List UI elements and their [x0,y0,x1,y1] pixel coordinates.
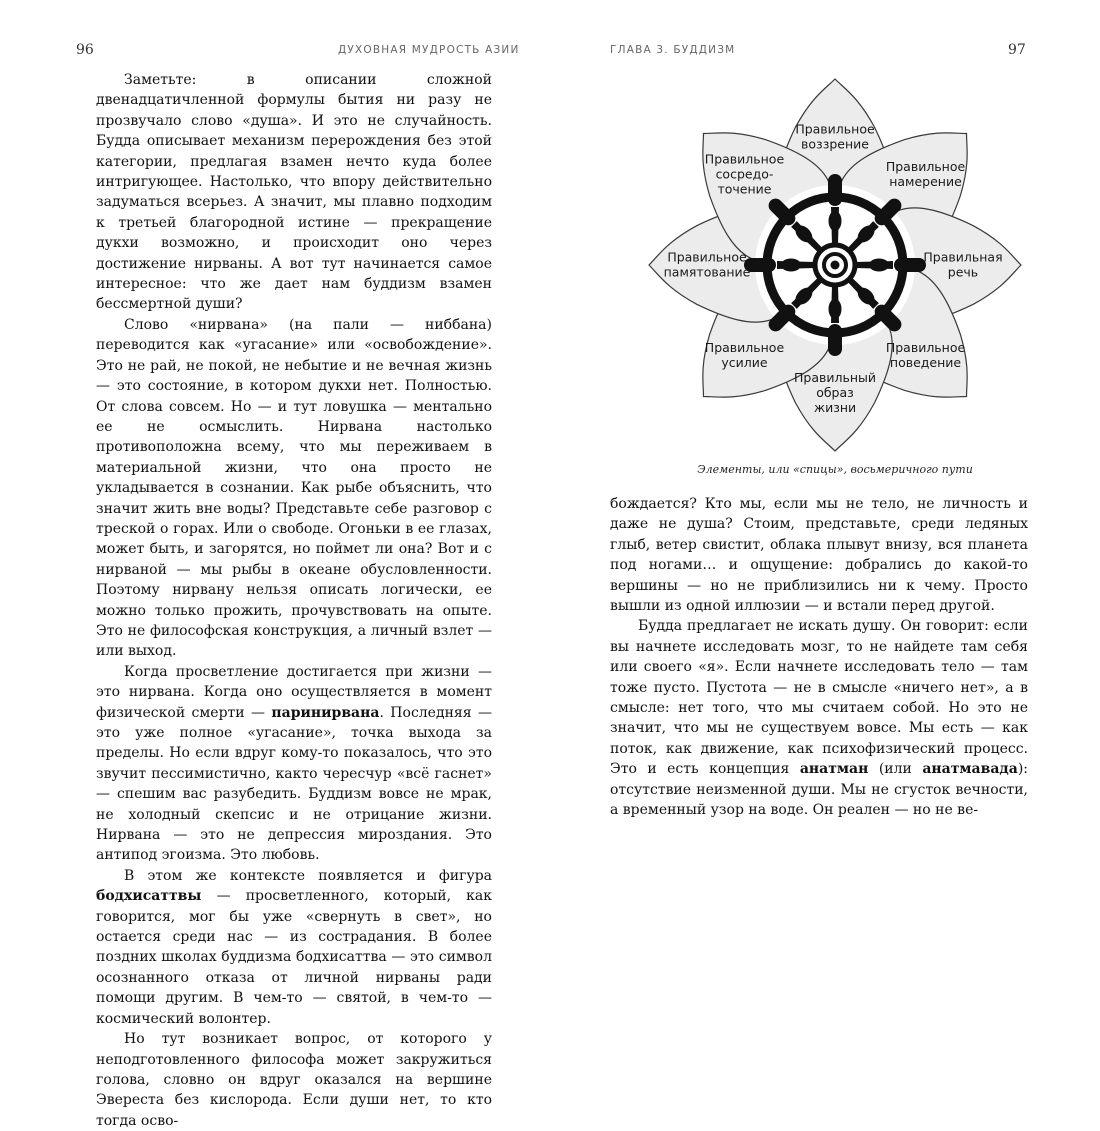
paragraph [96,662,492,866]
petal-label-bottom: образ [816,385,854,400]
text-run: Будда предлагает не искать душу. Он говорит: если вы начнете исследовать мозг, то не найдете там себя или своего «я». Если начнете исследовать тело — там тоже пусто. Пустота — не в смысле «ничего нет», а в смысле: нет того, что мы считаем собой. Но это не значит, что мы не существуем вовсе. Мы есть — как поток, как движение, как психофизический процесс. Это и есть концепция [610,618,1028,778]
petal-label-top-left: точение [717,181,772,197]
petal-label-top-left: Правильное [704,151,785,167]
petal-label-top: воззрение [801,136,869,152]
petal-label-top-right: намерение [889,173,962,189]
paragraph [96,1029,492,1131]
petal-label-left: Правильное [667,249,747,265]
bold-term: анатмавада [922,761,1018,778]
petal-label-bottom-right: Правильное [885,340,966,356]
text-run: — просветленного, который, как говорится, мог бы уже «свернуть в свет», но остается среди нас — из сострадания. В более поздних школах буддизма бодхисаттва — это символ осознанного отказа от личной нирваны ради помощи другим. В чем-то — святой, в чем-то — космический волонтер. [96,888,492,1027]
right-page [550,0,1100,819]
page-number-left: 96 [76,42,94,58]
petal-label-right: речь [947,264,979,280]
left-body-text [96,70,492,1131]
dharma-wheel-icon [751,181,919,349]
bold-term: анатман [799,761,869,778]
text-run: Слово «нирвана» (на пали — ниббана) переводится как «угасание» или «освобождение». Это не рай, не покой, не небытие и не вечная жизнь — это состояние, в котором дукхи нет. Полностью. От слова совсем. Но — и тут ловушка — ментально ее не осмыслить. Нирвана настолько противоположна всему, что мы переживаем в материальной жизни, что она просто не укладывается в сознании. Как рыбе объяснить, что значит жить вне воды? Представьте себе разговор с треской о горах. Или о свободе. Огоньки в ее глазах, может быть, и загорятся, но поймет ли она? Вот и с нирваной — мы рыбы в океане обусловленности. Поэтому нирвану нельзя описать логически, ее можно только прожить, прочувствовать на опыте. Это не философская конструкция, а личный взлет — или выход. [96,316,492,660]
right-body-text [610,494,1028,821]
text-run: ): отсутствие неизменной души. Мы не сгусток вечности, а временный узор на воде. Он реален — но не ве- [610,761,1028,819]
paragraph [96,866,492,1029]
running-head-left: ДУХОВНАЯ МУДРОСТЬ АЗИИ [338,44,520,56]
petal-label-bottom: Правильный [793,370,877,385]
petal-label-right: Правильная [923,249,1003,265]
petal-label-top: Правильное [795,121,875,137]
page-number-right: 97 [1008,42,1026,58]
running-head-right: ГЛАВА 3. БУДДИЗМ [610,44,736,56]
bold-term: бодхисаттвы [96,888,202,905]
paragraph [610,616,1028,820]
paragraph [96,70,492,315]
petal-label-bottom: жизни [813,400,857,415]
eightfold-path-figure [635,72,1035,454]
petal-label-left: памятование [663,264,751,280]
petal-label-bottom-left: Правильное [704,340,785,356]
paragraph [610,494,1028,616]
bold-term: паринирвана [271,704,380,721]
text-run: В этом же контексте появляется и фигура [124,867,492,884]
text-run: (или [868,761,923,778]
petal-label-bottom-left: усилие [721,355,768,371]
text-run: Заметьте: в описании сложной двенадцатичленной формулы бытия ни разу не прозвучало слово «душа». И это не случайность. Будда описывает механизм перерождения без этой категории, предлагая взамен нечто куда более интригующее. Настолько, что впору действительно задуматься всерьез. А значит, мы плавно подходим к третьей благородной истине — прекращение дукхи возможно, и происходит оно через достижение нирваны. А вот тут начинается самое интересное: что же дает нам буддизм взамен бессмертной души? [96,72,492,313]
left-page [0,0,550,1129]
text-run: бождается? Кто мы, если мы не тело, не личность и даже не душа? Стоим, представьте, среди ледяных глыб, ветер свистит, облака плывут внизу, вся планета под ногами… и ощущение: добрались до какой-то вершины — но не приблизились ни к чему. Просто вышли из одной иллюзии — и встали перед другой. [610,496,1028,615]
petal-label-bottom-right: поведение [889,355,962,371]
text-run: Когда просветление достигается при жизни — это нирвана. Когда оно осуществляется в момент физической смерти — [96,663,492,721]
petal-label-top-right: Правильное [885,158,966,174]
paragraph [96,315,492,662]
text-run: . Последняя — это уже полное «угасание», точка выхода за пределы. Но если вдруг кому-то показалось, что это звучит пессимистично, както чересчур «всё гаснет» — спешим вас разубедить. Буддизм вовсе не мрак, не холодный скепсис и не отрицание жизни. Нирвана — это не депрессия мироздания. Это антипод эгоизма. Это любовь. [96,704,492,864]
petal-label-top-left: сосредо- [715,166,774,182]
text-run: Но тут возникает вопрос, от которого у неподготовленного философа может закружиться голова, словно он вдруг оказался на вершине Эвереста без кислорода. Если души нет, то кто тогда осво- [96,1031,492,1129]
figure-caption: Элементы, или «спицы», восьмеричного пути [697,463,973,476]
